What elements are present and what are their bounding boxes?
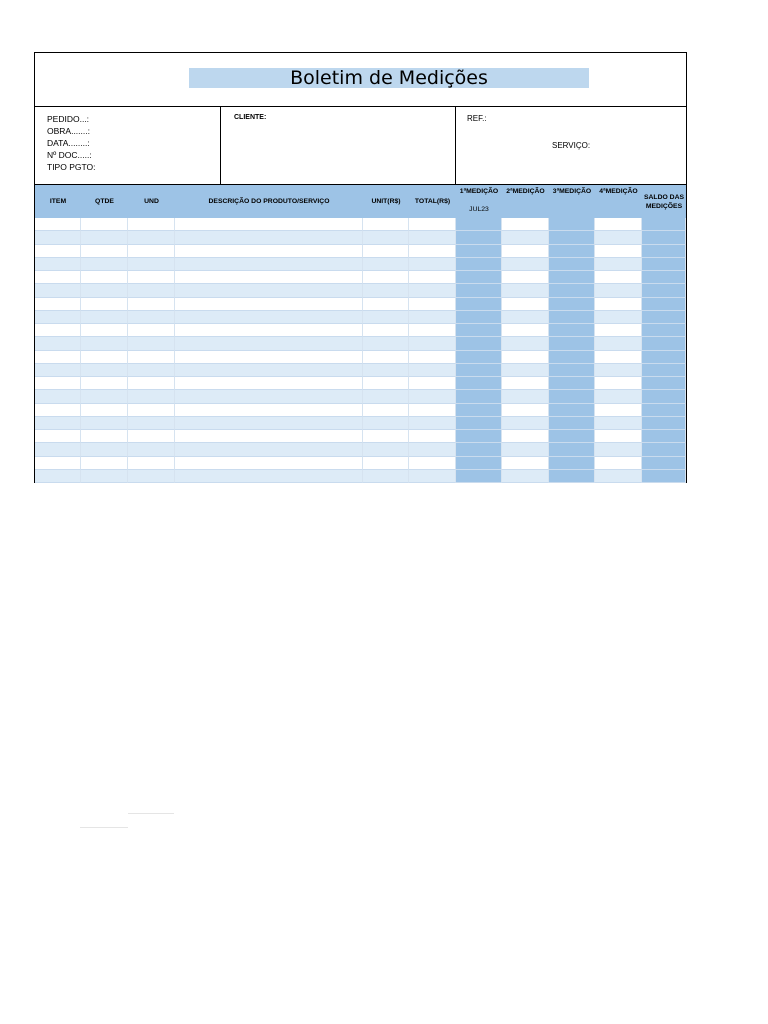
table-cell[interactable]	[409, 271, 456, 284]
table-cell[interactable]	[363, 470, 409, 483]
table-cell[interactable]	[456, 298, 502, 311]
table-cell[interactable]	[549, 457, 595, 470]
table-row	[35, 364, 686, 377]
table-cell[interactable]	[175, 245, 363, 258]
table-cell[interactable]	[502, 457, 549, 470]
table-row	[35, 324, 686, 337]
table-cell[interactable]	[363, 404, 409, 417]
table-cell[interactable]	[595, 390, 642, 403]
table-cell[interactable]	[502, 271, 549, 284]
table-cell[interactable]	[175, 390, 363, 403]
table-cell[interactable]	[175, 470, 363, 483]
table-cell[interactable]	[35, 404, 81, 417]
table-cell[interactable]	[456, 377, 502, 390]
table-cell[interactable]	[456, 351, 502, 364]
table-row	[35, 430, 686, 443]
table-cell[interactable]	[128, 284, 175, 297]
table-cell[interactable]	[595, 457, 642, 470]
table-cell[interactable]	[549, 364, 595, 377]
table-cell[interactable]	[502, 298, 549, 311]
table-cell[interactable]	[456, 470, 502, 483]
col-unit: UNIT(R$)	[371, 198, 401, 205]
table-cell[interactable]	[128, 404, 175, 417]
table-cell[interactable]	[363, 377, 409, 390]
table-cell[interactable]	[642, 311, 686, 324]
table-cell[interactable]	[549, 404, 595, 417]
table-cell[interactable]	[456, 390, 502, 403]
table-cell[interactable]	[128, 271, 175, 284]
table-cell[interactable]	[595, 218, 642, 231]
table-cell[interactable]	[549, 271, 595, 284]
table-cell[interactable]	[81, 311, 128, 324]
table-cell[interactable]	[642, 245, 686, 258]
table-cell[interactable]	[35, 430, 81, 443]
table-cell[interactable]	[502, 351, 549, 364]
table-cell[interactable]	[642, 377, 686, 390]
table-cell[interactable]	[81, 470, 128, 483]
table-cell[interactable]	[595, 430, 642, 443]
field-tipo-pgto: TIPO PGTO:	[47, 162, 96, 172]
table-row	[35, 390, 686, 403]
table-cell[interactable]	[175, 377, 363, 390]
table-cell[interactable]	[549, 443, 595, 456]
table-cell[interactable]	[81, 457, 128, 470]
table-cell[interactable]	[409, 258, 456, 271]
table-cell[interactable]	[456, 417, 502, 430]
table-row	[35, 258, 686, 271]
table-cell[interactable]	[35, 258, 81, 271]
table-cell[interactable]	[128, 377, 175, 390]
table-cell[interactable]	[35, 390, 81, 403]
col-item: ITEM	[49, 198, 67, 205]
table-cell[interactable]	[409, 443, 456, 456]
table-cell[interactable]	[35, 311, 81, 324]
table-cell[interactable]	[175, 337, 363, 350]
table-cell[interactable]	[642, 258, 686, 271]
table-cell[interactable]	[456, 245, 502, 258]
table-row	[35, 284, 686, 297]
table-cell[interactable]	[502, 404, 549, 417]
table-row	[35, 231, 686, 244]
table-cell[interactable]	[409, 377, 456, 390]
table-cell[interactable]	[409, 417, 456, 430]
col-und: UND	[144, 198, 159, 205]
table-cell[interactable]	[35, 271, 81, 284]
table-cell[interactable]	[549, 377, 595, 390]
col-saldo	[642, 185, 686, 218]
table-cell[interactable]	[81, 218, 128, 231]
table-cell[interactable]	[363, 443, 409, 456]
table-cell[interactable]	[642, 324, 686, 337]
table-cell[interactable]	[456, 231, 502, 244]
table-cell[interactable]	[642, 443, 686, 456]
table-cell[interactable]	[409, 311, 456, 324]
table-cell[interactable]	[456, 324, 502, 337]
table-cell[interactable]	[549, 470, 595, 483]
table-cell[interactable]	[363, 231, 409, 244]
table-cell[interactable]	[128, 245, 175, 258]
table-cell[interactable]	[642, 364, 686, 377]
table-cell[interactable]	[595, 298, 642, 311]
table-cell[interactable]	[128, 324, 175, 337]
table-cell[interactable]	[81, 364, 128, 377]
table-cell[interactable]	[81, 390, 128, 403]
table-row	[35, 470, 686, 483]
table-cell[interactable]	[409, 298, 456, 311]
table-cell[interactable]	[502, 364, 549, 377]
table-cell[interactable]	[175, 258, 363, 271]
table-row	[35, 218, 686, 231]
table-cell[interactable]	[128, 390, 175, 403]
table-cell[interactable]	[363, 311, 409, 324]
table-cell[interactable]	[128, 417, 175, 430]
table-cell[interactable]	[128, 430, 175, 443]
table-cell[interactable]	[549, 231, 595, 244]
table-cell[interactable]	[456, 430, 502, 443]
table-cell[interactable]	[502, 337, 549, 350]
table-cell[interactable]	[595, 351, 642, 364]
table-cell[interactable]	[502, 231, 549, 244]
client-box	[221, 107, 456, 184]
table-cell[interactable]	[409, 351, 456, 364]
table-cell[interactable]	[363, 284, 409, 297]
table-cell[interactable]	[35, 231, 81, 244]
table-cell[interactable]	[175, 218, 363, 231]
table-cell[interactable]	[363, 457, 409, 470]
table-cell[interactable]	[128, 443, 175, 456]
table-row	[35, 377, 686, 390]
table-cell[interactable]	[81, 351, 128, 364]
table-cell[interactable]	[549, 284, 595, 297]
table-cell[interactable]	[175, 311, 363, 324]
table-cell[interactable]	[81, 245, 128, 258]
table-cell[interactable]	[128, 337, 175, 350]
measurement-sheet	[34, 52, 687, 483]
table-cell[interactable]	[363, 337, 409, 350]
table-cell[interactable]	[549, 218, 595, 231]
table-cell[interactable]	[81, 404, 128, 417]
table-cell[interactable]	[642, 351, 686, 364]
order-info-box	[35, 107, 221, 184]
table-cell[interactable]	[363, 218, 409, 231]
table-cell[interactable]	[595, 377, 642, 390]
table-cell[interactable]	[128, 231, 175, 244]
table-cell[interactable]	[35, 337, 81, 350]
table-cell[interactable]	[81, 298, 128, 311]
table-cell[interactable]	[456, 311, 502, 324]
table-cell[interactable]	[642, 298, 686, 311]
table-cell[interactable]	[502, 284, 549, 297]
table-cell[interactable]	[81, 231, 128, 244]
table-cell[interactable]	[35, 218, 81, 231]
table-cell[interactable]	[363, 417, 409, 430]
table-cell[interactable]	[502, 311, 549, 324]
table-cell[interactable]	[595, 311, 642, 324]
table-cell[interactable]	[128, 364, 175, 377]
col-saldo-line1: SALDO DAS	[643, 193, 685, 201]
table-cell[interactable]	[35, 324, 81, 337]
title-row	[35, 53, 686, 107]
table-cell[interactable]	[81, 417, 128, 430]
table-cell[interactable]	[595, 337, 642, 350]
table-cell[interactable]	[128, 470, 175, 483]
table-cell[interactable]	[175, 404, 363, 417]
table-cell[interactable]	[456, 337, 502, 350]
table-cell[interactable]	[35, 457, 81, 470]
field-pedido: PEDIDO...:	[47, 114, 90, 124]
table-cell[interactable]	[363, 324, 409, 337]
table-cell[interactable]	[175, 351, 363, 364]
table-cell[interactable]	[128, 311, 175, 324]
table-cell[interactable]	[549, 417, 595, 430]
table-cell[interactable]	[549, 390, 595, 403]
table-cell[interactable]	[409, 390, 456, 403]
col-med1-month: JUL23	[469, 205, 489, 213]
table-cell[interactable]	[35, 377, 81, 390]
field-data: DATA........:	[47, 138, 90, 148]
table-cell[interactable]	[128, 457, 175, 470]
table-cell[interactable]	[128, 218, 175, 231]
table-cell[interactable]	[35, 351, 81, 364]
table-row	[35, 245, 686, 258]
table-cell[interactable]	[502, 245, 549, 258]
table-cell[interactable]	[502, 218, 549, 231]
table-cell[interactable]	[595, 284, 642, 297]
table-cell[interactable]	[81, 443, 128, 456]
table-cell[interactable]	[642, 404, 686, 417]
table-cell[interactable]	[595, 271, 642, 284]
table-row	[35, 271, 686, 284]
table-cell[interactable]	[409, 430, 456, 443]
table-cell[interactable]	[456, 364, 502, 377]
table-cell[interactable]	[175, 457, 363, 470]
table-cell[interactable]	[35, 284, 81, 297]
table-cell[interactable]	[549, 337, 595, 350]
table-row	[35, 443, 686, 456]
table-cell[interactable]	[502, 430, 549, 443]
table-cell[interactable]	[549, 298, 595, 311]
table-cell[interactable]	[502, 417, 549, 430]
table-cell[interactable]	[175, 284, 363, 297]
table-row	[35, 417, 686, 430]
table-row	[35, 311, 686, 324]
table-cell[interactable]	[642, 284, 686, 297]
table-cell[interactable]	[409, 245, 456, 258]
table-cell[interactable]	[456, 218, 502, 231]
table-cell[interactable]	[549, 311, 595, 324]
table-cell[interactable]	[502, 390, 549, 403]
table-row	[35, 457, 686, 470]
table-cell[interactable]	[409, 218, 456, 231]
table-cell[interactable]	[549, 351, 595, 364]
table-cell[interactable]	[642, 271, 686, 284]
table-cell[interactable]	[35, 417, 81, 430]
table-row	[35, 404, 686, 417]
table-cell[interactable]	[502, 443, 549, 456]
info-row	[35, 107, 686, 185]
table-cell[interactable]	[595, 470, 642, 483]
table-cell[interactable]	[128, 298, 175, 311]
table-cell[interactable]	[363, 364, 409, 377]
table-cell[interactable]	[409, 284, 456, 297]
table-cell[interactable]	[409, 364, 456, 377]
table-cell[interactable]	[81, 324, 128, 337]
table-cell[interactable]	[549, 258, 595, 271]
col-qtde: QTDE	[95, 198, 114, 205]
table-cell[interactable]	[642, 430, 686, 443]
table-header	[35, 185, 686, 218]
table-cell[interactable]	[409, 231, 456, 244]
ref-label: REF.:	[467, 114, 487, 123]
table-cell[interactable]	[363, 351, 409, 364]
table-row	[35, 351, 686, 364]
table-cell[interactable]	[642, 231, 686, 244]
table-cell[interactable]	[549, 245, 595, 258]
table-cell[interactable]	[175, 364, 363, 377]
table-cell[interactable]	[175, 271, 363, 284]
items-table	[35, 185, 686, 483]
cliente-label: CLIENTE:	[234, 114, 267, 121]
field-ndoc: Nº DOC.....:	[47, 150, 92, 160]
table-cell[interactable]	[642, 470, 686, 483]
table-cell[interactable]	[595, 245, 642, 258]
table-cell[interactable]	[81, 258, 128, 271]
table-cell[interactable]	[642, 337, 686, 350]
col-med3: 3ªMEDIÇÃO	[552, 187, 592, 195]
table-cell[interactable]	[35, 364, 81, 377]
table-cell[interactable]	[363, 390, 409, 403]
table-cell[interactable]	[456, 284, 502, 297]
table-cell[interactable]	[409, 404, 456, 417]
table-cell[interactable]	[642, 457, 686, 470]
table-cell[interactable]	[363, 245, 409, 258]
col-descricao: DESCRIÇÃO DO PRODUTO/SERVIÇO	[208, 198, 330, 205]
table-cell[interactable]	[502, 377, 549, 390]
table-cell[interactable]	[409, 324, 456, 337]
table-cell[interactable]	[595, 404, 642, 417]
table-cell[interactable]	[502, 324, 549, 337]
table-cell[interactable]	[595, 417, 642, 430]
col-saldo-line2: MEDIÇÕES	[645, 202, 683, 210]
table-cell[interactable]	[549, 430, 595, 443]
table-cell[interactable]	[456, 258, 502, 271]
signature-line	[80, 827, 128, 828]
col-med4: 4ªMEDIÇÃO	[599, 187, 638, 195]
table-cell[interactable]	[81, 284, 128, 297]
table-cell[interactable]	[409, 337, 456, 350]
table-cell[interactable]	[363, 271, 409, 284]
table-cell[interactable]	[595, 231, 642, 244]
table-cell[interactable]	[642, 390, 686, 403]
table-row	[35, 298, 686, 311]
field-obra: OBRA.......:	[47, 126, 90, 136]
table-cell[interactable]	[409, 470, 456, 483]
table-cell[interactable]	[175, 231, 363, 244]
table-cell[interactable]	[595, 443, 642, 456]
table-cell[interactable]	[81, 430, 128, 443]
table-cell[interactable]	[35, 470, 81, 483]
table-cell[interactable]	[35, 245, 81, 258]
table-cell[interactable]	[456, 271, 502, 284]
table-cell[interactable]	[595, 324, 642, 337]
page-title: Boletim de Medições	[189, 68, 589, 88]
table-cell[interactable]	[175, 298, 363, 311]
col-med1: 1ªMEDIÇÃO	[459, 187, 499, 195]
table-cell[interactable]	[502, 258, 549, 271]
table-cell[interactable]	[456, 443, 502, 456]
table-cell[interactable]	[549, 324, 595, 337]
table-cell[interactable]	[642, 218, 686, 231]
table-cell[interactable]	[81, 337, 128, 350]
table-cell[interactable]	[363, 298, 409, 311]
table-cell[interactable]	[363, 430, 409, 443]
table-cell[interactable]	[363, 258, 409, 271]
reference-box	[456, 107, 688, 184]
table-cell[interactable]	[81, 271, 128, 284]
col-total: TOTAL(R$)	[414, 198, 451, 205]
table-cell[interactable]	[175, 417, 363, 430]
table-cell[interactable]	[456, 404, 502, 417]
table-cell[interactable]	[642, 417, 686, 430]
table-row	[35, 337, 686, 350]
table-cell[interactable]	[595, 364, 642, 377]
table-cell[interactable]	[456, 457, 502, 470]
table-cell[interactable]	[35, 443, 81, 456]
table-cell[interactable]	[128, 351, 175, 364]
table-cell[interactable]	[35, 298, 81, 311]
table-cell[interactable]	[175, 324, 363, 337]
servico-label: SERVIÇO:	[552, 141, 591, 150]
table-cell[interactable]	[502, 470, 549, 483]
signature-line	[128, 813, 174, 814]
table-cell[interactable]	[81, 377, 128, 390]
table-cell[interactable]	[128, 258, 175, 271]
table-cell[interactable]	[595, 258, 642, 271]
table-cell[interactable]	[175, 430, 363, 443]
col-med2: 2ªMEDIÇÃO	[506, 187, 545, 195]
table-cell[interactable]	[175, 443, 363, 456]
table-cell[interactable]	[409, 457, 456, 470]
